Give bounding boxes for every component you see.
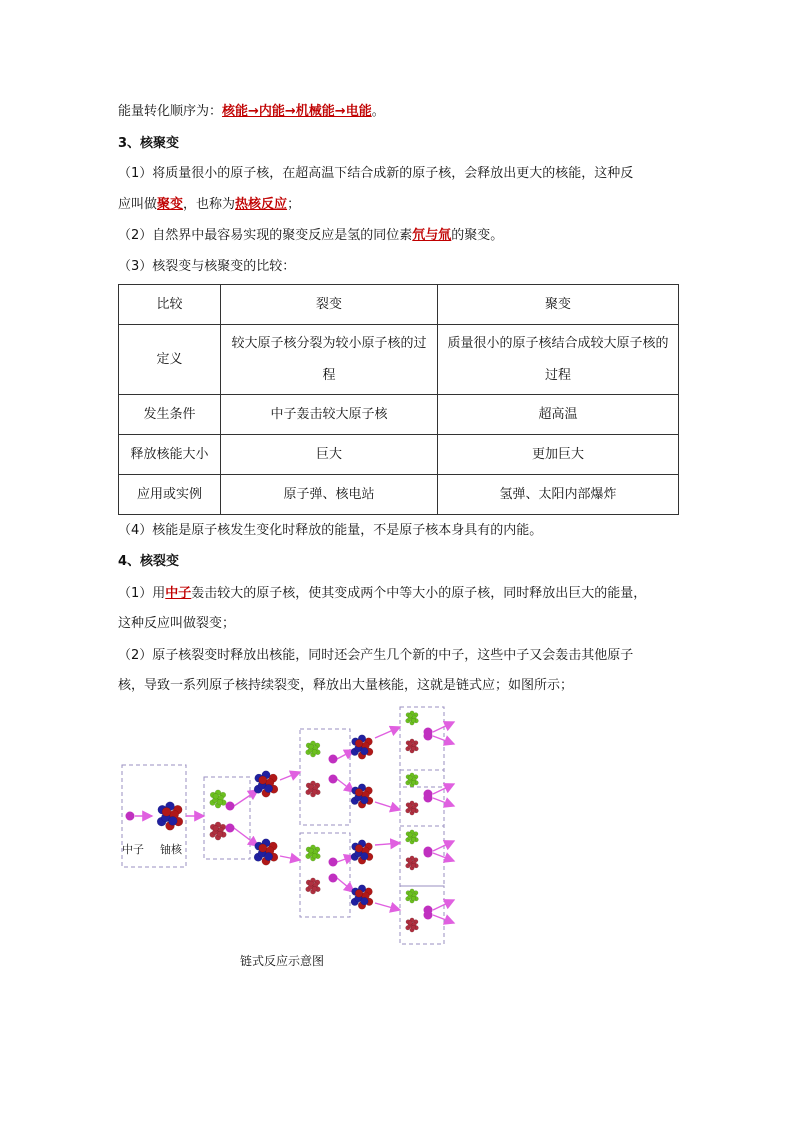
fission-p1-text-a: （1）用 [118,586,166,601]
dashed-box [300,833,350,917]
nucleon [411,863,415,867]
arrow [375,843,400,845]
uranium-nucleus [254,839,278,866]
table-cell: 氢弹、太阳内部爆炸 [438,475,679,515]
fragment-green [406,773,419,787]
fusion-p1-line2 [118,195,300,215]
table-cell: 应用或实例 [119,475,221,515]
arrow [375,802,400,810]
fission-p1-line1 [118,584,646,604]
neutron-particle [329,858,338,867]
term-fusion: 聚变 [157,197,184,212]
nucleon [408,742,412,746]
fission-p1-text-b: 轰击较大的原子核，使其变成两个中等大小的原子核，同时释放出巨大的能量， [191,586,647,601]
nucleon [308,881,313,886]
nucleon [411,718,415,722]
dashed-box [204,777,250,859]
nucleon [411,746,415,750]
neutron-particle [424,732,433,741]
table-cell: 释放核能大小 [119,435,221,475]
nucleon [408,776,412,780]
nucleon [355,890,363,898]
nucleon [361,796,369,804]
fusion-p2 [118,226,503,246]
nucleon [361,852,369,860]
arrow [375,903,400,910]
nucleon [217,799,223,805]
nucleon [308,784,313,789]
fusion-p1-text-c: ； [287,197,301,212]
nucleon [217,831,223,837]
neutron-particle [226,802,235,811]
nucleon [355,845,363,853]
nucleon [259,776,267,784]
fusion-p2-text-b: 的聚变。 [451,228,504,243]
table-cell: 发生条件 [119,395,221,435]
arrow [234,790,258,806]
nucleon [162,807,171,816]
table-cell: 巨大 [221,435,438,475]
nucleon [408,892,412,896]
arrow [234,828,258,846]
fusion-p4: （4）核能是原子核发生变化时释放的能量，不是原子核本身具有的内能。 [118,523,543,538]
fusion-heading: 3、核聚变 [118,136,180,151]
fusion-p1-text-a: 应叫做 [118,197,158,212]
nucleon [312,789,317,794]
fragment-green [406,711,419,725]
nucleon [361,897,369,905]
nucleon [408,714,412,718]
neutron-particle [329,874,338,883]
table-row [119,325,679,395]
table-cell: 超高温 [438,395,679,435]
fragment-green [306,845,321,861]
uranium-nucleus [351,840,373,864]
arrow [433,722,454,732]
nucleon [259,844,267,852]
nucleon [355,740,363,748]
table-row [119,435,679,475]
fragment-green [210,790,227,808]
neutron-particle [424,911,433,920]
energy-sequence: 核能→内能→机械能→电能 [222,104,372,119]
fragment-red [406,739,419,753]
nucleon [308,848,313,853]
label-neutron: 中子 [122,843,144,856]
table-header-cell: 聚变 [438,285,679,325]
nucleon [312,853,317,858]
neutron-particle [329,755,338,764]
nucleon [411,837,415,841]
nucleon [264,784,272,792]
table-cell: 定义 [119,325,221,395]
arrow [433,841,454,851]
table-row [119,475,679,515]
arrow [280,772,300,780]
uranium-nucleus [351,784,373,808]
comparison-table [118,284,679,515]
table-header-cell: 比较 [119,285,221,325]
nucleon [411,808,415,812]
term-neutron: 中子 [165,586,192,601]
nucleon [361,747,369,755]
fragment-red [306,781,321,797]
fusion-p3: （3）核裂变与核聚变的比较： [118,259,296,274]
table-cell: 更加巨大 [438,435,679,475]
nucleon [411,896,415,900]
nucleon [411,780,415,784]
uranium-nucleus [351,735,373,759]
nucleon [312,749,317,754]
fission-p2-line2: 核，导致一系列原子核持续裂变，释放出大量核能，这就是链式应；如图所示； [118,678,574,693]
energy-sequence-line [118,102,385,122]
table-cell: 原子弹、核电站 [221,475,438,515]
uranium-nucleus [157,802,183,831]
table-cell: 中子轰击较大原子核 [221,395,438,435]
nucleon [168,816,177,825]
fragment-green [406,889,419,903]
fragment-red [210,822,227,840]
neutron-particle [424,794,433,803]
arrow [280,856,300,860]
fusion-p1-line1: （1）将质量很小的原子核，在超高温下结合成新的原子核，会释放出更大的核能，这种反 [118,166,634,181]
nucleon [408,804,412,808]
fragment-red [406,856,419,870]
nucleon [411,925,415,929]
nucleon [355,789,363,797]
fission-heading: 4、核裂变 [118,554,180,569]
nucleon [408,921,412,925]
nucleon [408,833,412,837]
uranium-nucleus [254,771,278,798]
nucleon [213,825,219,831]
chain-reaction-diagram [110,700,470,950]
fragment-red [406,801,419,815]
fragment-red [406,918,419,932]
fusion-p2-text-a: （2）自然界中最容易实现的聚变反应是氢的同位素 [118,228,413,243]
uranium-nucleus [351,885,373,909]
nucleon [408,859,412,863]
fusion-p1-text-b: ，也称为 [183,197,236,212]
label-uranium: 铀核 [160,843,182,856]
nucleon [312,886,317,891]
arrow [375,727,400,738]
table-cell: 较大原子核分裂为较小原子核的过程 [221,325,438,395]
table-header-cell: 裂变 [221,285,438,325]
energy-prefix: 能量转化顺序为： [118,104,223,119]
fragment-green [306,741,321,757]
term-isotopes: 氘与氚 [412,228,452,243]
table-header-row [119,285,679,325]
fragment-green [406,830,419,844]
fission-p1-line2: 这种反应叫做裂变； [118,616,236,631]
particles [126,711,433,932]
nucleon [308,744,313,749]
term-thermonuclear: 热核反应 [235,197,288,212]
diagram-caption: 链式反应示意图 [240,954,325,968]
fragment-red [306,878,321,894]
neutron-particle [126,812,135,821]
nucleon [264,852,272,860]
arrow [337,878,354,892]
fission-p2-line1: （2）原子核裂变时释放出核能，同时还会产生几个新的中子，这些中子又会轰击其他原子 [118,648,634,663]
neutron-particle [329,775,338,784]
nucleon [213,793,219,799]
energy-suffix: 。 [371,104,385,119]
neutron-particle [226,824,235,833]
table-row [119,395,679,435]
neutron-particle [424,849,433,858]
table-cell: 质量很小的原子核结合成较大原子核的过程 [438,325,679,395]
